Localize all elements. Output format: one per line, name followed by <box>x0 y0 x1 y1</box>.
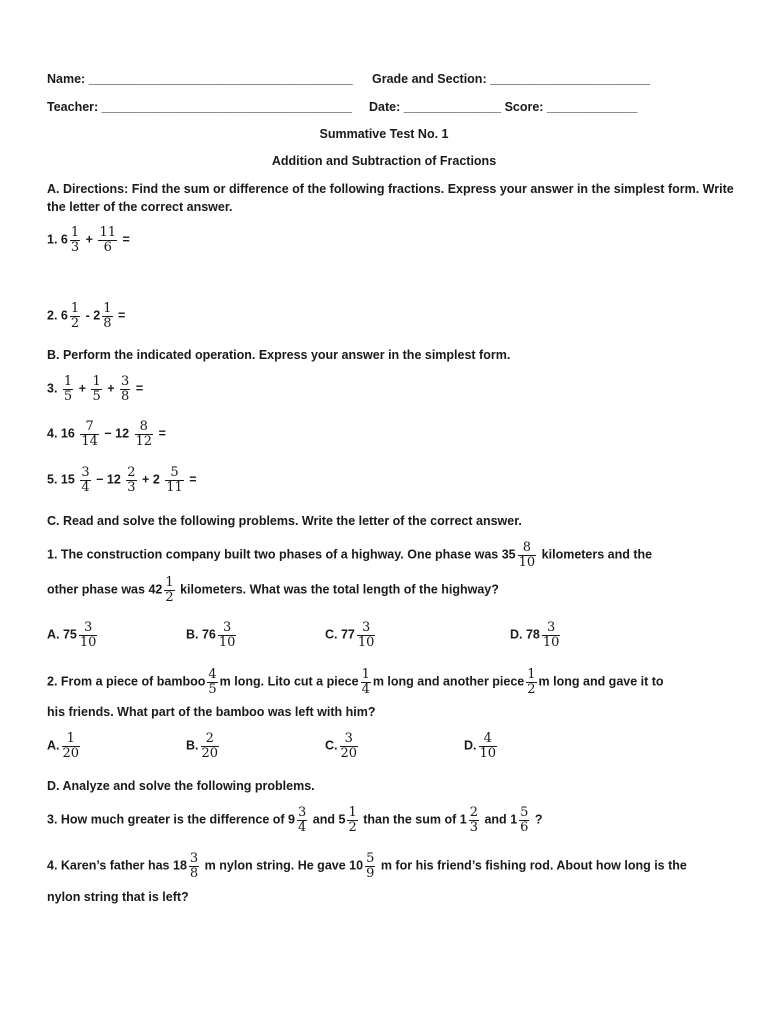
fraction: $\frac{3}{20}$ <box>340 731 358 761</box>
fraction: $\frac{1}{5}$ <box>92 374 101 404</box>
section-a-directions-line1: A. Directions: Find the sum or difference of the following fractions. Express your answer in the simplest form. Write <box>47 182 734 196</box>
fraction: $\frac{1}{3}$ <box>70 225 80 255</box>
option-c2-a[interactable]: A. $\frac{1}{20}$ <box>47 731 80 761</box>
fraction: $\frac{5}{6}$ <box>520 805 529 835</box>
option-c2-c[interactable]: C. $\frac{3}{20}$ <box>325 731 358 761</box>
question-b4: 4. 16 $\frac{7}{14}$ − 12 $\frac{8}{12}$ = <box>47 419 166 449</box>
question-b5: 5. 15 $\frac{3}{4}$ − 12 $\frac{2}{3}$ + 2 $\frac{5}{11}$ = <box>47 465 197 495</box>
fraction: $\frac{3}{10}$ <box>357 620 375 650</box>
option-c2-b[interactable]: B. $\frac{2}{20}$ <box>186 731 219 761</box>
score-blank[interactable]: _____________ <box>546 100 638 114</box>
fraction: $\frac{3}{8}$ <box>189 851 199 881</box>
score-label: Score: <box>504 100 544 114</box>
fraction: $\frac{3}{4}$ <box>81 465 90 495</box>
fraction: $\frac{3}{4}$ <box>298 805 307 835</box>
fraction: $\frac{1}{2}$ <box>348 805 357 835</box>
fraction: $\frac{1}{8}$ <box>103 301 112 331</box>
page-title: Summative Test No. 1 <box>319 127 449 141</box>
fraction: $\frac{4}{5}$ <box>208 667 217 697</box>
problem-c1-line1: 1. The construction company built two phases of a highway. One phase was 35 $\frac{8}{10}$ kilometers and the <box>47 540 653 570</box>
name-blank[interactable]: ______________________________________ <box>88 72 353 86</box>
date-label: Date: <box>369 100 401 114</box>
problem-d4-line2: nylon string that is left? <box>47 890 189 904</box>
problem-d3: 3. How much greater is the difference of 9 $\frac{3}{4}$ and 5 $\frac{1}{2}$ than the sum of 1 $\frac{2}{3}$ and 1 $\frac{5}{6}$ ? <box>47 805 543 835</box>
section-a-directions-line2: the letter of the correct answer. <box>47 200 233 214</box>
fraction: $\frac{5}{9}$ <box>366 851 375 881</box>
fraction: $\frac{11}{6}$ <box>99 225 116 255</box>
question-a2: 2. 6 $\frac{1}{2}$ - 2 $\frac{1}{8}$ = <box>47 301 126 331</box>
fraction: $\frac{1}{20}$ <box>62 731 80 761</box>
fraction: $\frac{8}{12}$ <box>135 419 153 449</box>
name-label: Name: <box>47 72 86 86</box>
fraction: $\frac{8}{10}$ <box>518 540 536 570</box>
problem-d4-line1: 4. Karen’s father has 18 $\frac{3}{8}$ m nylon string. He gave 10 $\frac{5}{9}$ m for his friend’s fishing rod. About how long is the <box>47 851 687 881</box>
grade-section-field <box>372 72 650 86</box>
name-field <box>47 72 353 86</box>
section-c-directions: C. Read and solve the following problems. Write the letter of the correct answer. <box>47 514 522 528</box>
option-c2-d[interactable]: D. $\frac{4}{10}$ <box>464 731 497 761</box>
problem-c1-line2: other phase was 42 $\frac{1}{2}$ kilometers. What was the total length of the highway? <box>47 575 499 605</box>
section-d-directions: D. Analyze and solve the following problems. <box>47 779 315 793</box>
fraction: $\frac{5}{11}$ <box>166 465 183 495</box>
teacher-field <box>47 100 352 114</box>
fraction: $\frac{1}{4}$ <box>361 667 370 697</box>
fraction: $\frac{2}{3}$ <box>127 465 136 495</box>
fraction: $\frac{4}{10}$ <box>479 731 497 761</box>
date-score-field <box>369 100 637 114</box>
fraction: $\frac{1}{2}$ <box>70 301 80 331</box>
fraction: $\frac{1}{2}$ <box>165 575 174 605</box>
question-b3: 3. $\frac{1}{5}$ + $\frac{1}{5}$ + $\frac{3}{8}$ = <box>47 374 144 404</box>
fraction: $\frac{3}{8}$ <box>121 374 130 404</box>
page-subtitle: Addition and Subtraction of Fractions <box>271 154 497 168</box>
fraction: $\frac{2}{3}$ <box>469 805 478 835</box>
grade-label: Grade and Section: <box>372 72 487 86</box>
grade-blank[interactable]: _______________________ <box>490 72 650 86</box>
teacher-blank[interactable]: ____________________________________ <box>101 100 352 114</box>
question-a1: 1. 6 $\frac{1}{3}$ + $\frac{11}{6}$ = <box>47 225 130 255</box>
option-c1-d[interactable]: D. 78 $\frac{3}{10}$ <box>510 620 560 650</box>
option-c1-c[interactable]: C. 77 $\frac{3}{10}$ <box>325 620 375 650</box>
problem-c2-line1: 2. From a piece of bamboo $\frac{4}{5}$ m long. Lito cut a piece $\frac{1}{4}$ m long and another piece $\frac{1}{2}$ m long and gave it to <box>47 667 664 697</box>
fraction: $\frac{3}{10}$ <box>542 620 560 650</box>
option-c1-b[interactable]: B. 76 $\frac{3}{10}$ <box>186 620 236 650</box>
date-blank[interactable]: ______________ <box>403 100 502 114</box>
option-c1-a[interactable]: A. 75 $\frac{3}{10}$ <box>47 620 97 650</box>
problem-c2-line2: his friends. What part of the bamboo was left with him? <box>47 705 376 719</box>
fraction: $\frac{3}{10}$ <box>79 620 97 650</box>
fraction: $\frac{1}{2}$ <box>527 667 536 697</box>
fraction: $\frac{3}{10}$ <box>218 620 236 650</box>
fraction: $\frac{2}{20}$ <box>201 731 219 761</box>
teacher-label: Teacher: <box>47 100 99 114</box>
fraction: $\frac{1}{5}$ <box>63 374 73 404</box>
section-b-directions: B. Perform the indicated operation. Express your answer in the simplest form. <box>47 348 511 362</box>
fraction: $\frac{7}{14}$ <box>81 419 98 449</box>
